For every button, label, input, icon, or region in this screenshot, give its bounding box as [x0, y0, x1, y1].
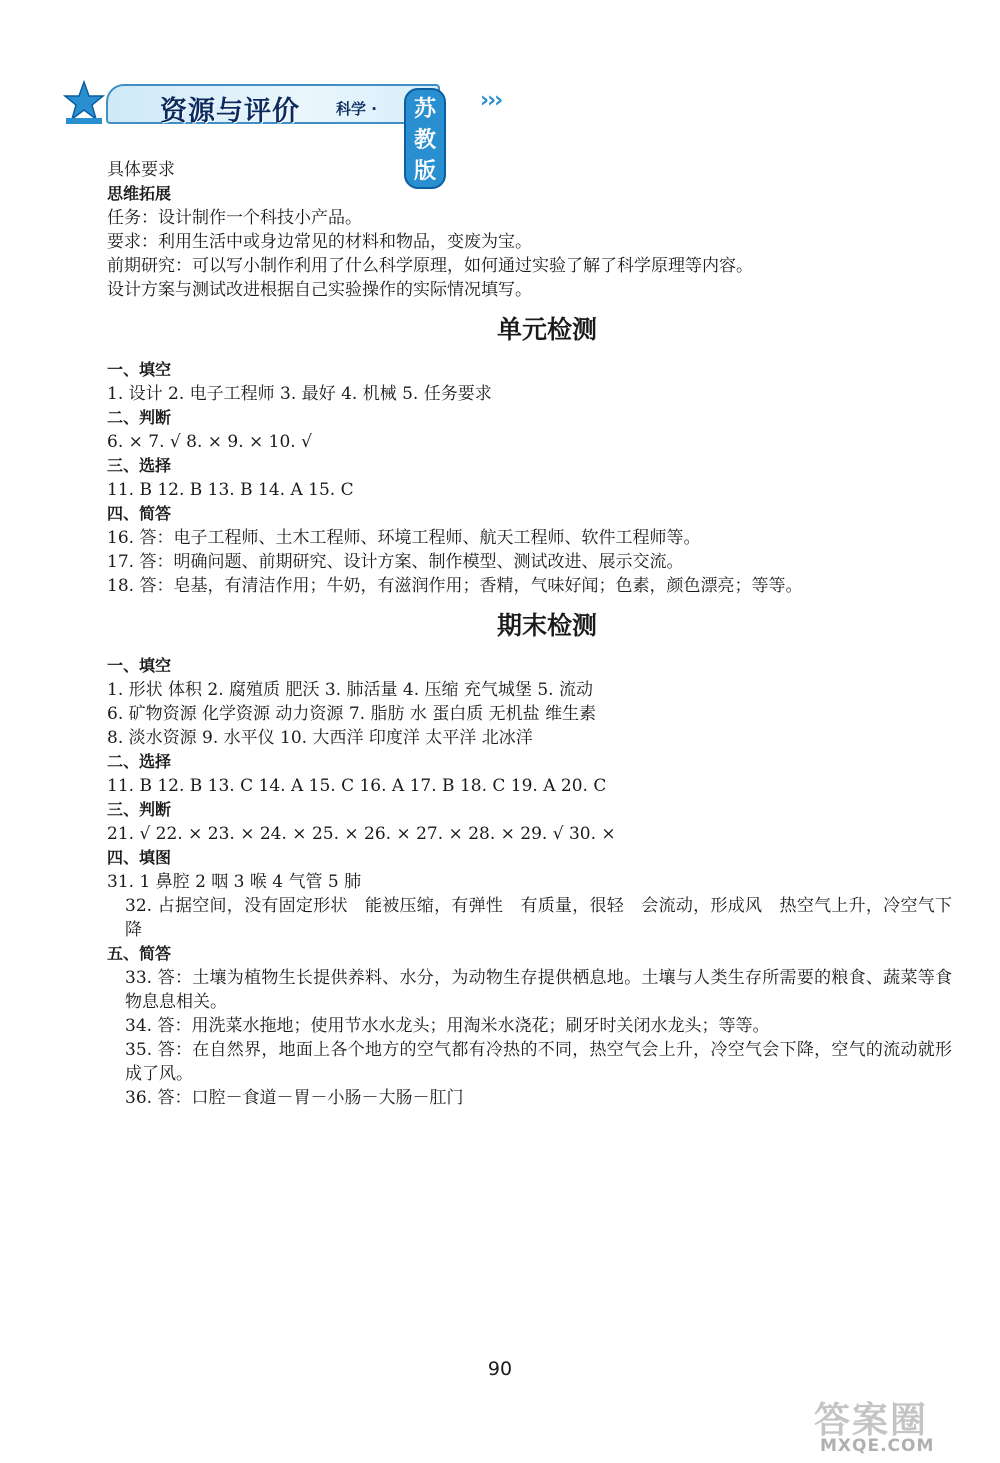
watermark-title: 答案圈 — [814, 1400, 929, 1441]
answer-line: 16. 答：电子工程师、土木工程师、环境工程师、航天工程师、软件工程师等。 — [107, 528, 701, 548]
answer-line: 21. √ 22. × 23. × 24. × 25. × 26. × 27. × 28. × 29. √ 30. × — [107, 824, 616, 844]
text-line: 要求：利用生活中或身边常见的材料和物品，变废为宝。 — [107, 232, 532, 252]
answer-line: 6. × 7. √ 8. × 9. × 10. √ — [107, 432, 312, 452]
section-heading: 三、选择 — [107, 456, 172, 475]
answer-paragraph: 34. 答：用洗菜水拖地；使用节水水龙头；用淘米水浇花；刷牙时关闭水龙头；等等。 — [125, 1016, 770, 1036]
answer-line: 8. 淡水资源 9. 水平仪 10. 大西洋 印度洋 太平洋 北冰洋 — [107, 728, 533, 748]
unit-test-title: 单元检测 — [496, 315, 597, 344]
section-heading: 三、判断 — [107, 800, 172, 819]
answer-line: 1. 设计 2. 电子工程师 3. 最好 4. 机械 5. 任务要求 — [107, 384, 492, 404]
section-heading: 四、填图 — [107, 848, 172, 867]
section-heading: 一、填空 — [107, 360, 172, 379]
text-line: 任务：设计制作一个科技小产品。 — [107, 208, 362, 228]
answer-line: 6. 矿物资源 化学资源 动力资源 7. 脂肪 水 蛋白质 无机盐 维生素 — [107, 704, 597, 724]
section-heading: 二、选择 — [107, 752, 172, 771]
answer-paragraph: 33. 答：土壤为植物生长提供养料、水分，为动物生存提供栖息地。土壤与人类生存所需要的粮食、蔬菜等食物息息相关。 — [125, 968, 952, 1012]
section-heading: 思维拓展 — [107, 184, 172, 203]
answer-line: 17. 答：明确问题、前期研究、设计方案、制作模型、测试改进、展示交流。 — [107, 552, 684, 572]
header-edition-badge: 苏教版 — [404, 88, 446, 189]
answer-paragraph: 35. 答：在自然界，地面上各个地方的空气都有冷热的不同，热空气会上升，冷空气会下降，空气的流动就形成了风。 — [125, 1040, 952, 1084]
page-number: 90 — [487, 1358, 513, 1380]
section-heading: 五、简答 — [107, 944, 172, 963]
chevron-right-icon: ››› — [480, 88, 502, 113]
answer-line: 31. 1 鼻腔 2 咽 3 喉 4 气管 5 肺 — [107, 872, 362, 892]
section-heading: 四、简答 — [107, 504, 172, 523]
section-heading: 一、填空 — [107, 656, 172, 675]
header-title: 资源与评价 — [160, 96, 300, 127]
answer-line: 11. B 12. B 13. C 14. A 15. C 16. A 17. B 18. C 19. A 20. C — [107, 776, 607, 796]
answer-content — [107, 158, 952, 1110]
section-heading: 二、判断 — [107, 408, 172, 427]
answer-line: 1. 形状 体积 2. 腐殖质 肥沃 3. 肺活量 4. 压缩 充气城堡 5. 流动 — [107, 680, 593, 700]
star-logo-icon — [62, 78, 106, 126]
text-line: 前期研究：可以写小制作利用了什么科学原理，如何通过实验了解了科学原理等内容。 — [107, 256, 753, 276]
text-line: 设计方案与测试改进根据自己实验操作的实际情况填写。 — [107, 280, 532, 300]
answer-line: 11. B 12. B 13. B 14. A 15. C — [107, 480, 354, 500]
answer-line: 36. 答：口腔－食道－胃－小肠－大肠－肛门 — [125, 1088, 464, 1108]
answer-paragraph: 32. 占据空间，没有固定形状 能被压缩，有弹性 有质量，很轻 会流动，形成风 热空气上升，冷空气下降 — [125, 896, 952, 940]
header-subject: 科学 · — [336, 100, 377, 118]
final-test-title: 期末检测 — [496, 611, 597, 640]
text-line: 具体要求 — [107, 160, 175, 180]
watermark-url: MXQE.COM — [820, 1436, 935, 1456]
answer-line: 18. 答：皂基，有清洁作用；牛奶，有滋润作用；香精，气味好闻；色素，颜色漂亮；等等。 — [107, 576, 803, 596]
watermark — [780, 1392, 985, 1458]
